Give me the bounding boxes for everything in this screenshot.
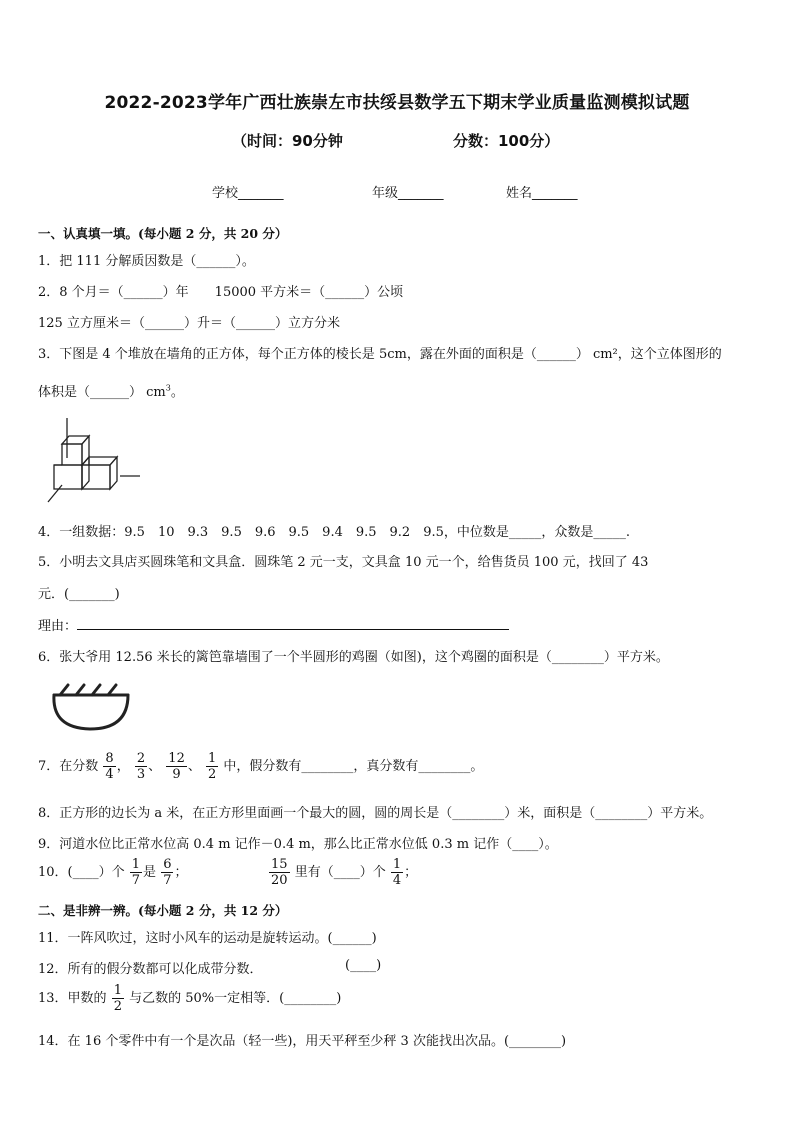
question-7: 7．在分数 $\frac{8}{4}$ ， $\frac{2}{3}$ 、 $\frac{12}{9}$ 、 $\frac{1}{2}$ 中，假分数有________，真分数有________。 xyxy=(38,751,484,782)
fraction-6-7: $\frac{6}{7}$ xyxy=(163,857,172,888)
section-2-heading: 二、是非辨一辨。(每小题 2 分，共 12 分） xyxy=(38,903,288,918)
reason-line xyxy=(77,629,509,630)
question-9: 9．河道水位比正常水位高 0.4 m 记作－0.4 m，那么比正常水位低 0.3 m 记作（____）。 xyxy=(38,837,558,852)
question-6: 6．张大爷用 12.56 米长的篱笆靠墙围了一个半圆形的鸡圈（如图)，这个鸡圈的面积是（________）平方米。 xyxy=(38,650,669,665)
question-4: 4．一组数据：9.5 10 9.3 9.5 9.6 9.5 9.4 9.5 9.2 9.5，中位数是_____，众数是_____. xyxy=(38,525,631,540)
question-11: 11．一阵风吹过，这时小风车的运动是旋转运动。(______) xyxy=(38,931,377,946)
fraction-2-3: $\frac{2}{3}$ xyxy=(136,751,146,782)
question-2-line-2: 125 立方厘米＝（______）升＝（______）立方分米 xyxy=(38,316,340,331)
fraction-1-2-q13: $\frac{1}{2}$ xyxy=(113,983,122,1014)
question-3-line-2: 体积是（______） $cm^3$。 xyxy=(38,383,184,400)
question-10: 10．(____）个 $\frac{1}{7}$ 是 $\frac{6}{7}$ ； xyxy=(38,857,188,888)
cubes-figure xyxy=(40,410,150,510)
question-8: 8．正方形的边长为 a 米，在正方形里面画一个最大的圆，圆的周长是（________）米，面积是（________）平方米。 xyxy=(38,806,713,821)
exam-time: （时间：90分钟 xyxy=(232,132,343,150)
question-1: 1．把 111 分解质因数是（______）。 xyxy=(38,254,255,269)
question-5-line-2: 元．(_______) xyxy=(38,587,120,602)
question-12-answer-blank: (____) xyxy=(345,958,382,973)
question-2-line-1: 2．8 个月＝（______）年 15000 平方米＝（______）公顷 xyxy=(38,285,404,300)
fraction-1-7: $\frac{1}{7}$ xyxy=(131,857,141,888)
question-3-line-1: 3．下图是 4 个堆放在墙角的正方体，每个正方体的棱长是 5cm，露在外面的面积是（______） cm²，这个立体图形的 xyxy=(38,347,722,362)
fraction-8-4: $\frac{8}{4}$ xyxy=(105,751,114,782)
school-field: 学校_______ xyxy=(212,186,284,201)
question-12: 12．所有的假分数都可以化成带分数． xyxy=(38,962,263,977)
grade-field: 年级_______ xyxy=(372,186,444,201)
fraction-12-9: $\frac{12}{9}$ xyxy=(168,751,185,782)
question-13: 13．甲数的 $\frac{1}{2}$ 与乙数的 50%一定相等．(________) xyxy=(38,983,342,1014)
fraction-1-2: $\frac{1}{2}$ xyxy=(208,751,217,782)
section-1-heading: 一、认真填一填。(每小题 2 分，共 20 分） xyxy=(38,226,288,241)
page-title: 2022-2023学年广西壮族崇左市扶绥县数学五下期末学业质量监测模拟试题 xyxy=(104,93,690,113)
exam-score: 分数：100分） xyxy=(453,132,560,150)
semicircle-coop-figure xyxy=(46,678,136,734)
fraction-1-4: $\frac{1}{4}$ xyxy=(392,857,402,888)
fraction-15-20: $\frac{15}{20}$ xyxy=(271,857,288,888)
question-10-part-2: $\frac{15}{20}$ 里有（____）个 $\frac{1}{4}$ ； xyxy=(271,857,418,888)
question-14: 14．在 16 个零件中有一个是次品（轻一些)，用天平秤至少秤 3 次能找出次品。(________) xyxy=(38,1034,567,1049)
name-field: 姓名_______ xyxy=(506,186,578,201)
question-5-reason: 理由： xyxy=(38,615,509,634)
question-5-line-1: 5．小明去文具店买圆珠笔和文具盒．圆珠笔 2 元一支，文具盒 10 元一个，给售货员 100 元，找回了 43 xyxy=(38,555,649,570)
